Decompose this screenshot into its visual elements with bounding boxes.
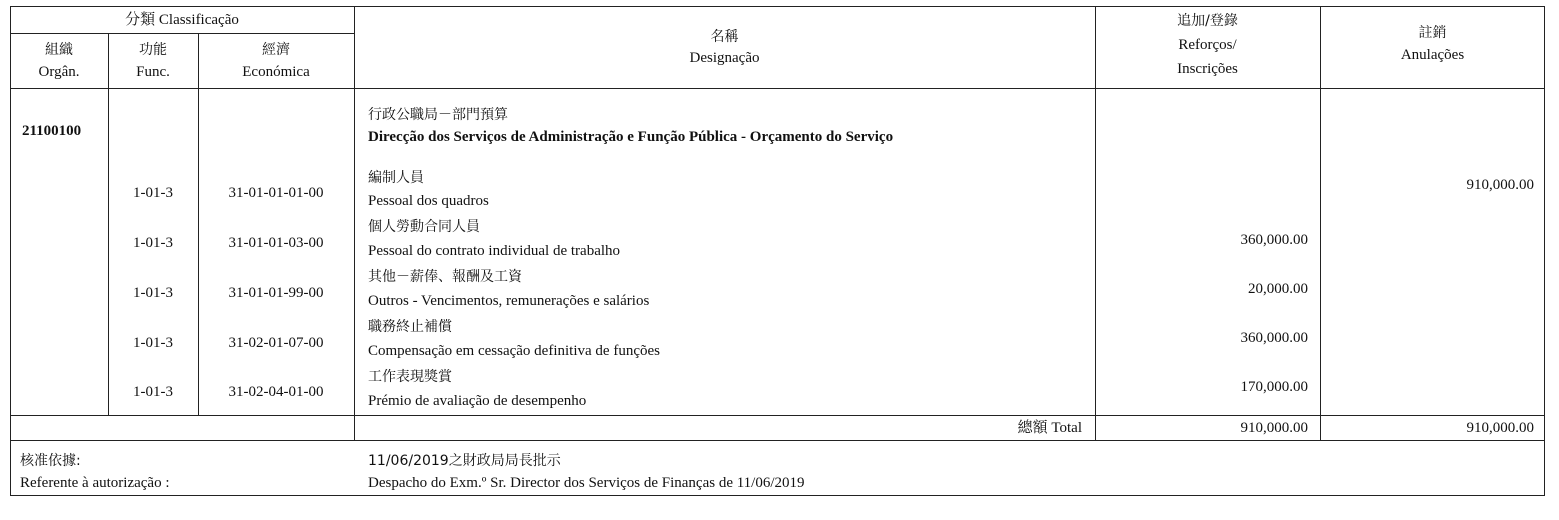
rule-rows-bottom (10, 415, 1545, 416)
row-func: 1-01-3 (133, 384, 173, 400)
row-name-pt: Prémio de avaliação de desempenho (368, 393, 587, 409)
organ-code: 21100100 (22, 123, 82, 139)
header-name-pt: Designação (689, 50, 760, 66)
row-anulacoes: 910,000.00 (1466, 177, 1534, 193)
organ-name-pt: Direcção dos Serviços de Administração e Função Pública - Orçamento do Serviço (368, 129, 894, 145)
row-name-zh: 其他－薪俸、報酬及工資 (368, 269, 522, 285)
authorization-label-pt: Referente à autorização : (20, 475, 170, 491)
row-name-pt: Pessoal do contrato individual de trabalho (368, 243, 621, 259)
total-reforcos: 910,000.00 (1240, 420, 1308, 436)
row-name-pt: Pessoal dos quadros (368, 193, 489, 209)
rule-total-bottom (10, 440, 1545, 441)
row-func: 1-01-3 (133, 285, 173, 301)
header-classification: 分類 Classificação (125, 12, 239, 28)
row-name-zh: 職務終止補償 (368, 319, 452, 335)
row-func: 1-01-3 (133, 185, 173, 201)
row-reforcos: 170,000.00 (1240, 379, 1308, 395)
header-anulacoes-zh: 註銷 (1418, 25, 1447, 41)
header-organ-pt: Orgân. (38, 64, 80, 80)
rule-header-bottom (10, 88, 1545, 89)
row-name-zh: 工作表現獎賞 (368, 369, 452, 385)
total-label: 總額 Total (1017, 420, 1082, 436)
organ-name-zh: 行政公職局－部門預算 (368, 107, 508, 123)
header-func-zh: 功能 (139, 42, 167, 58)
row-func: 1-01-3 (133, 335, 173, 351)
row-econ: 31-01-01-99-00 (228, 285, 324, 301)
row-func: 1-01-3 (133, 235, 173, 251)
header-organ-zh: 組織 (45, 42, 73, 58)
row-reforcos: 360,000.00 (1240, 330, 1308, 346)
authorization-text-zh: 11/06/2019之財政局局長批示 (368, 453, 561, 469)
header-reforcos-zh: 追加/登錄 (1177, 13, 1238, 29)
header-reforcos-pt2: Inscrições (1177, 61, 1238, 77)
total-anulacoes: 910,000.00 (1466, 420, 1534, 436)
row-name-zh: 編制人員 (368, 170, 424, 186)
rule-col-econ (354, 6, 355, 440)
authorization-text-pt: Despacho do Exm.º Sr. Director dos Serviços de Finanças de 11/06/2019 (368, 475, 805, 491)
rule-col-ref (1320, 6, 1321, 440)
header-anulacoes-pt: Anulações (1400, 47, 1465, 63)
header-func-pt: Func. (136, 64, 170, 80)
row-reforcos: 360,000.00 (1240, 232, 1308, 248)
row-econ: 31-01-01-01-00 (228, 185, 324, 201)
row-econ: 31-02-01-07-00 (228, 335, 324, 351)
header-reforcos-pt1: Reforços/ (1178, 37, 1237, 53)
authorization-label-zh: 核准依據: (20, 453, 81, 469)
rule-col-organ (108, 33, 109, 415)
header-name-zh: 名稱 (710, 29, 739, 45)
row-name-zh: 個人勞動合同人員 (368, 219, 480, 235)
budget-table (10, 6, 1545, 496)
row-reforcos: 20,000.00 (1248, 281, 1308, 297)
header-econ-pt: Económica (242, 64, 310, 80)
row-name-pt: Outros - Vencimentos, remunerações e salários (368, 293, 650, 309)
rule-classification (10, 33, 354, 34)
row-econ: 31-01-01-03-00 (228, 235, 324, 251)
row-name-pt: Compensação em cessação definitiva de funções (368, 343, 660, 359)
row-econ: 31-02-04-01-00 (228, 384, 324, 400)
rule-col-func (198, 33, 199, 415)
header-econ-zh: 經濟 (262, 42, 290, 58)
